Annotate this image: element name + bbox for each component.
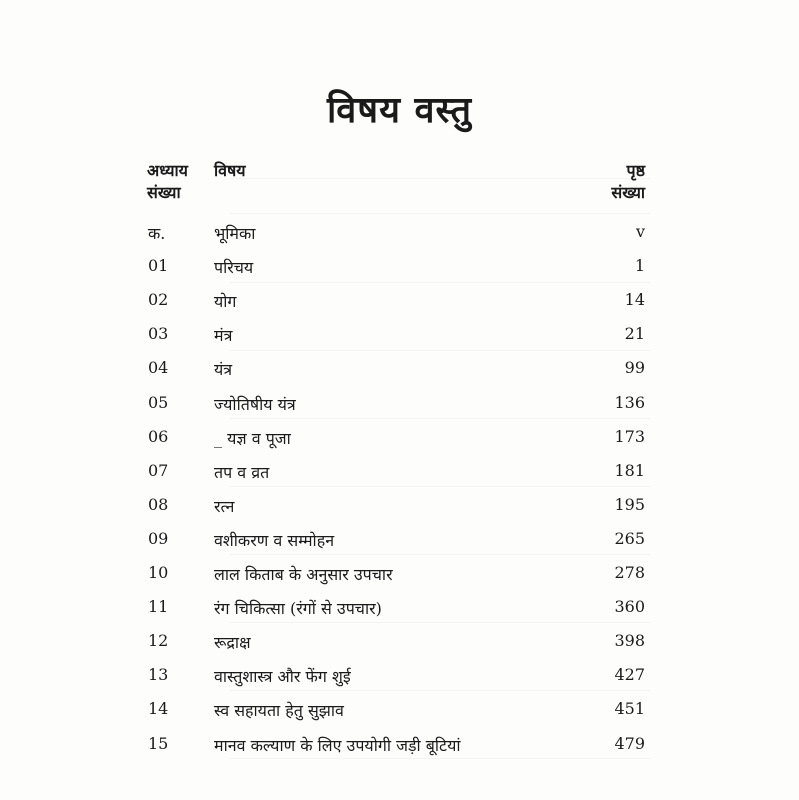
page-number: 173 xyxy=(614,426,645,446)
column-header-page xyxy=(611,160,645,204)
chapter-label: अध्याय xyxy=(147,161,188,180)
chapter-topic: रूद्राक्ष xyxy=(214,633,251,653)
page-number: 265 xyxy=(614,528,645,548)
contents-row xyxy=(0,316,799,350)
chapter-label-number: संख्या xyxy=(147,183,181,202)
column-header-subject xyxy=(214,160,246,182)
page-number: 14 xyxy=(624,290,645,310)
contents-row xyxy=(0,589,799,623)
chapter-topic: तप व व्रत xyxy=(214,462,270,482)
chapter-number: 10 xyxy=(148,563,169,582)
chapter-number: 08 xyxy=(148,494,169,514)
contents-row xyxy=(0,726,799,760)
chapter-topic: भूमिका xyxy=(214,224,256,243)
contents-row xyxy=(0,385,799,419)
chapter-topic: वशीकरण व सम्मोहन xyxy=(214,530,335,550)
contents-row xyxy=(0,555,799,589)
chapter-topic: लाल किताब के अनुसार उपचार xyxy=(214,565,393,584)
chapter-topic: रत्न xyxy=(214,496,235,516)
contents-row xyxy=(0,691,799,725)
chapter-topic: वास्तुशास्त्र और फेंग शुई xyxy=(214,667,351,687)
page-number: 479 xyxy=(614,733,645,753)
chapter-number: 01 xyxy=(148,256,169,276)
page-number: 451 xyxy=(614,699,645,719)
page-number: 427 xyxy=(614,665,645,685)
chapter-number: 12 xyxy=(148,631,169,651)
page-number: 181 xyxy=(614,460,645,480)
chapter-topic: _ यज्ञ व पूजा xyxy=(214,428,291,448)
chapter-number: 11 xyxy=(148,597,169,617)
chapter-number: 15 xyxy=(148,733,169,753)
contents-row xyxy=(0,657,799,691)
page-number: 99 xyxy=(624,358,645,378)
contents-row xyxy=(0,453,799,487)
contents-row xyxy=(0,214,799,248)
page-number: 1 xyxy=(634,256,645,276)
column-header-chapter xyxy=(147,160,188,204)
page-number: 398 xyxy=(614,631,645,651)
chapter-number: 07 xyxy=(148,460,169,480)
chapter-topic: यंत्र xyxy=(214,360,233,380)
chapter-topic: योग xyxy=(214,292,237,312)
contents-row xyxy=(0,350,799,384)
chapter-number: 05 xyxy=(148,392,169,412)
page-number: 278 xyxy=(614,563,645,582)
contents-row xyxy=(0,623,799,657)
chapter-topic: मानव कल्याण के लिए उपयोगी जड़ी बूटियां xyxy=(214,735,461,755)
page-number: 136 xyxy=(614,392,645,412)
contents-row xyxy=(0,282,799,316)
chapter-number: 13 xyxy=(148,665,169,685)
chapter-number: 09 xyxy=(148,528,169,548)
chapter-number: 06 xyxy=(148,426,169,446)
page-title: विषय वस्तु xyxy=(326,89,473,131)
chapter-number: 14 xyxy=(148,699,169,719)
chapter-number: 02 xyxy=(148,290,169,310)
page-number: v xyxy=(635,222,645,241)
page-label: पृष्ठ xyxy=(626,161,645,180)
contents-row xyxy=(0,487,799,521)
chapter-number: 03 xyxy=(148,324,169,344)
subject-label: विषय xyxy=(214,161,246,180)
chapter-topic: स्व सहायता हेतु सुझाव xyxy=(214,701,344,721)
page-number: 21 xyxy=(624,324,645,344)
contents-row xyxy=(0,521,799,555)
chapter-number: क. xyxy=(148,224,166,243)
chapter-number: 04 xyxy=(148,358,169,378)
contents-row xyxy=(0,248,799,282)
contents-row xyxy=(0,419,799,453)
chapter-topic: परिचय xyxy=(214,258,254,278)
page-number: 360 xyxy=(614,597,645,617)
chapter-topic: मंत्र xyxy=(214,326,233,346)
chapter-topic: रंग चिकित्सा (रंगों से उपचार) xyxy=(214,599,382,619)
show-through-line xyxy=(230,178,650,179)
page-label-number: संख्या xyxy=(611,183,645,202)
page-number: 195 xyxy=(614,494,645,514)
chapter-topic: ज्योतिषीय यंत्र xyxy=(214,394,296,414)
